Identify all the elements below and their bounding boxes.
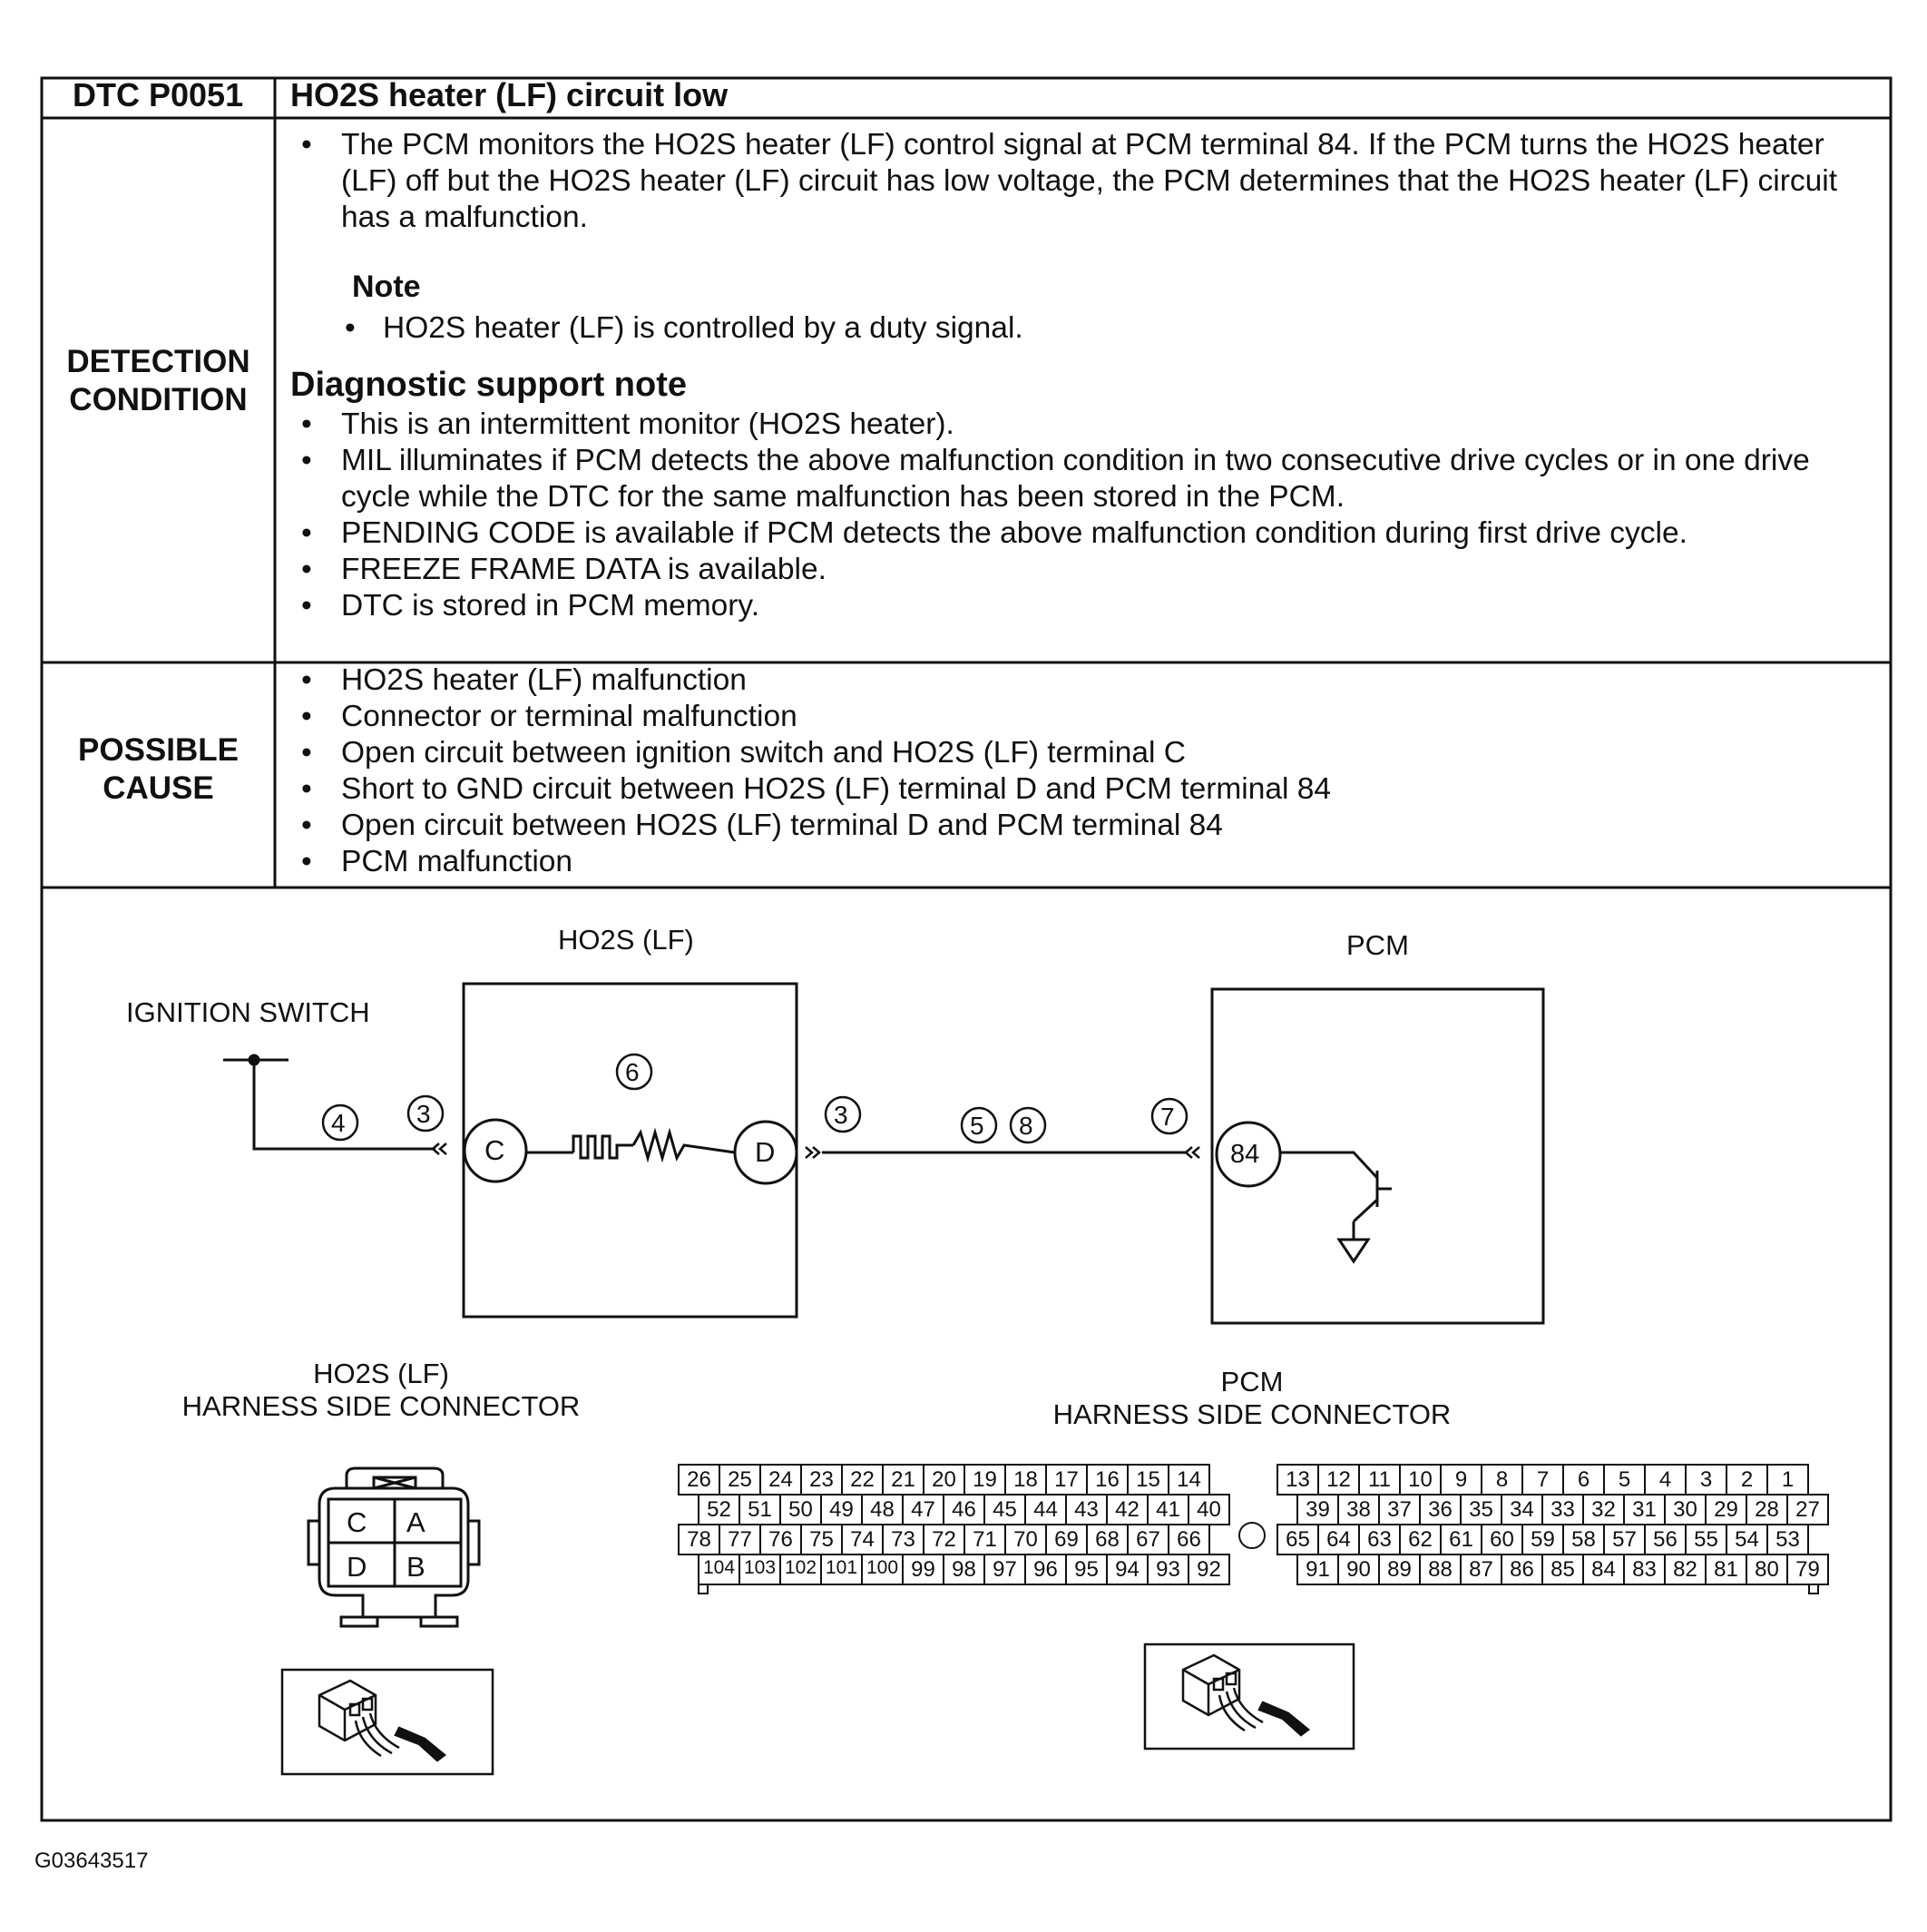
pcm-pin: 7 [1536,1467,1550,1492]
pcm-pin: 77 [728,1527,752,1552]
note-bullet: • HO2S heater (LF) is controlled by a duty signal. [290,310,1880,347]
cause-bullet: • Open circuit between HO2S (LF) terminal D and PCM terminal 84 [290,808,1880,844]
pcm-pin: 10 [1408,1467,1433,1492]
pcm-pin: 61 [1449,1527,1473,1552]
cause-bullet: • Open circuit between ignition switch and HO2S (LF) terminal C [290,735,1880,771]
pcm-pin: 41 [1156,1497,1180,1522]
pcm-pin: 75 [809,1527,834,1552]
pcm-pin: 90 [1346,1557,1371,1582]
cause-bullet: • Connector or terminal malfunction [290,699,1880,735]
pcm-pin: 52 [707,1497,731,1522]
pcm-pin: 85 [1550,1557,1575,1582]
pcm-pin: 8 [1495,1467,1509,1492]
pcm-pin: 68 [1095,1527,1120,1552]
pcm-pin: 92 [1197,1557,1221,1582]
possible-cause-label: POSSIBLE CAUSE [78,732,239,806]
pcm-pin: 84 [1591,1557,1616,1582]
callout-3: 3 [416,1100,431,1128]
pcm-connector-title: PCM HARNESS SIDE CONNECTOR [1052,1366,1452,1430]
pcm-pin: 30 [1673,1497,1697,1522]
pcm-pin: 54 [1735,1527,1759,1552]
terminal-84-label: 84 [1230,1140,1260,1169]
pcm-pin: 64 [1326,1527,1351,1552]
detection-condition-label: DETECTION CONDITION [66,344,250,417]
pcm-pin: 56 [1653,1527,1678,1552]
pcm-pin: 72 [932,1527,956,1552]
pcm-pin: 73 [891,1527,915,1552]
pcm-pin: 53 [1775,1527,1800,1552]
pcm-pin: 42 [1115,1497,1140,1522]
pcm-pin: 32 [1591,1497,1616,1522]
pcm-pin: 86 [1510,1557,1534,1582]
ho2s-pin: D [347,1551,367,1583]
pcm-pin: 79 [1795,1557,1820,1582]
pcm-pin: 34 [1510,1497,1534,1522]
pcm-pin: 18 [1013,1467,1038,1492]
pcm-pin: 83 [1632,1557,1657,1582]
ho2s-pin: C [347,1506,367,1538]
pcm-pin: 87 [1469,1557,1493,1582]
pcm-pin: 93 [1156,1557,1180,1582]
pcm-pin: 23 [809,1467,834,1492]
callout-5: 5 [970,1112,984,1140]
pcm-pin: 99 [911,1557,935,1582]
possible-cause-cell [290,662,1880,880]
pcm-pin: 20 [932,1467,956,1492]
pcm-pin: 101 [825,1557,858,1578]
pcm-pin: 14 [1177,1467,1201,1492]
pcm-pin: 100 [866,1557,899,1578]
pcm-pin: 82 [1673,1557,1697,1582]
pcm-pin: 28 [1755,1497,1779,1522]
pcm-pin: 43 [1074,1497,1099,1522]
pcm-pin: 97 [993,1557,1017,1582]
pcm-pin: 96 [1033,1557,1058,1582]
callout-3: 3 [834,1101,848,1129]
pcm-pin: 38 [1346,1497,1371,1522]
pcm-pin: 6 [1577,1467,1590,1492]
pcm-pin: 45 [993,1497,1017,1522]
pcm-pin: 36 [1428,1497,1453,1522]
pcm-pin: 58 [1571,1527,1596,1552]
pcm-pin: 19 [973,1467,997,1492]
pcm-pin: 94 [1115,1557,1140,1582]
pcm-connector-key [1239,1523,1265,1548]
support-bullet: • This is an intermittent monitor (HO2S heater). [290,407,1880,443]
pcm-pin: 67 [1136,1527,1160,1552]
pcm-pin: 31 [1632,1497,1657,1522]
pcm-pin: 17 [1054,1467,1079,1492]
pcm-pin: 33 [1550,1497,1575,1522]
pcm-label: PCM [1346,929,1409,961]
dtc-title: HO2S heater (LF) circuit low [290,76,729,113]
pcm-pin: 78 [687,1527,711,1552]
dtc-code: DTC P0051 [73,76,244,113]
pcm-pin: 98 [952,1557,976,1582]
diagnostic-support-heading: Diagnostic support note [290,366,687,404]
note-heading: Note [352,270,421,304]
pcm-pin: 48 [870,1497,895,1522]
callout-4: 4 [331,1109,346,1137]
pcm-pin: 76 [768,1527,793,1552]
pcm-pin: 66 [1177,1527,1201,1552]
cause-bullet: • HO2S heater (LF) malfunction [290,662,1880,699]
terminal-c-label: C [484,1134,505,1166]
callout-7: 7 [1160,1103,1175,1131]
pcm-pin: 35 [1469,1497,1493,1522]
support-bullet: • MIL illuminates if PCM detects the above malfunction condition in two consecutive drive cycles or in one drive cycle while the DTC for the same malfunction has been stored in the PCM. [290,443,1880,515]
pcm-pin: 88 [1428,1557,1453,1582]
pcm-pin: 51 [748,1497,772,1522]
pcm-pin: 11 [1368,1467,1391,1492]
detection-bullet: • The PCM monitors the HO2S heater (LF) control signal at PCM terminal 84. If the PCM turns the HO2S heater (LF) off but the HO2S heater (LF) circuit has low voltage, the PCM determines that the HO2S heater (LF) circuit has a malfunction. [290,127,1880,236]
pcm-pin: 57 [1612,1527,1637,1552]
pcm-pin: 29 [1714,1497,1738,1522]
connector-view-icons [282,1644,1354,1774]
pcm-pin: 69 [1054,1527,1079,1552]
ignition-switch-label: IGNITION SWITCH [126,996,370,1028]
pcm-pin: 26 [687,1467,711,1492]
pcm-pin: 70 [1013,1527,1038,1552]
cause-bullet: • Short to GND circuit between HO2S (LF) terminal D and PCM terminal 84 [290,771,1880,808]
pcm-pin: 55 [1694,1527,1718,1552]
pcm-pin: 1 [1781,1467,1795,1492]
support-bullet: • DTC is stored in PCM memory. [290,588,1880,624]
pcm-pin: 74 [850,1527,875,1552]
callout-8: 8 [1019,1112,1033,1140]
pcm-pin: 102 [784,1557,817,1578]
pcm-connector-foot [699,1584,708,1594]
pcm-pin: 9 [1454,1467,1468,1492]
pcm-pin: 39 [1306,1497,1330,1522]
pcm-pin: 50 [788,1497,813,1522]
pcm-pin: 16 [1095,1467,1120,1492]
ho2s-pin: B [406,1551,426,1583]
pcm-pin: 46 [952,1497,976,1522]
ho2s-connector-title: HO2S (LF) HARNESS SIDE CONNECTOR [181,1358,581,1422]
pcm-pin: 71 [973,1527,997,1552]
pcm-pin: 95 [1074,1557,1099,1582]
ho2s-pin: A [406,1506,426,1538]
pcm-pin: 89 [1387,1557,1412,1582]
detection-condition-cell [290,127,1880,624]
pcm-pin: 103 [743,1557,777,1578]
pcm-pin: 65 [1286,1527,1310,1552]
pcm-pin: 81 [1714,1557,1738,1582]
pcm-pin: 47 [911,1497,935,1522]
pcm-pin: 63 [1367,1527,1392,1552]
pcm-pin: 13 [1286,1467,1310,1492]
pcm-pin: 60 [1490,1527,1514,1552]
pcm-pin: 44 [1033,1497,1058,1522]
pcm-pin: 27 [1795,1497,1820,1522]
pcm-pin: 24 [768,1467,793,1492]
pcm-pin: 21 [891,1467,915,1492]
support-bullet: • FREEZE FRAME DATA is available. [290,552,1880,588]
cause-bullet: • PCM malfunction [290,844,1880,880]
pcm-pin: 59 [1531,1527,1555,1552]
pcm-pin: 25 [728,1467,752,1492]
ho2s-label: HO2S (LF) [558,924,694,956]
pcm-pin: 4 [1658,1467,1672,1492]
pcm-pin: 62 [1408,1527,1433,1552]
pcm-pin: 5 [1618,1467,1631,1492]
pcm-pin: 22 [850,1467,875,1492]
pcm-pin: 80 [1755,1557,1779,1582]
pcm-pin: 15 [1136,1467,1160,1492]
ho2s-connector-drawing [308,1468,479,1626]
pcm-connector-foot [1809,1584,1818,1594]
terminal-d-label: D [755,1136,776,1168]
pcm-pin: 104 [702,1557,736,1578]
pcm-pin: 49 [829,1497,854,1522]
pcm-pin: 3 [1699,1467,1713,1492]
pcm-pin: 12 [1326,1467,1351,1492]
callout-6: 6 [625,1058,640,1086]
pcm-pin: 40 [1197,1497,1221,1522]
figure-id: G03643517 [34,1849,149,1873]
support-bullet: • PENDING CODE is available if PCM detects the above malfunction condition during first drive cycle. [290,515,1880,552]
pcm-pin: 2 [1740,1467,1754,1492]
pcm-pin: 37 [1387,1497,1412,1522]
pcm-pin: 91 [1306,1557,1330,1582]
